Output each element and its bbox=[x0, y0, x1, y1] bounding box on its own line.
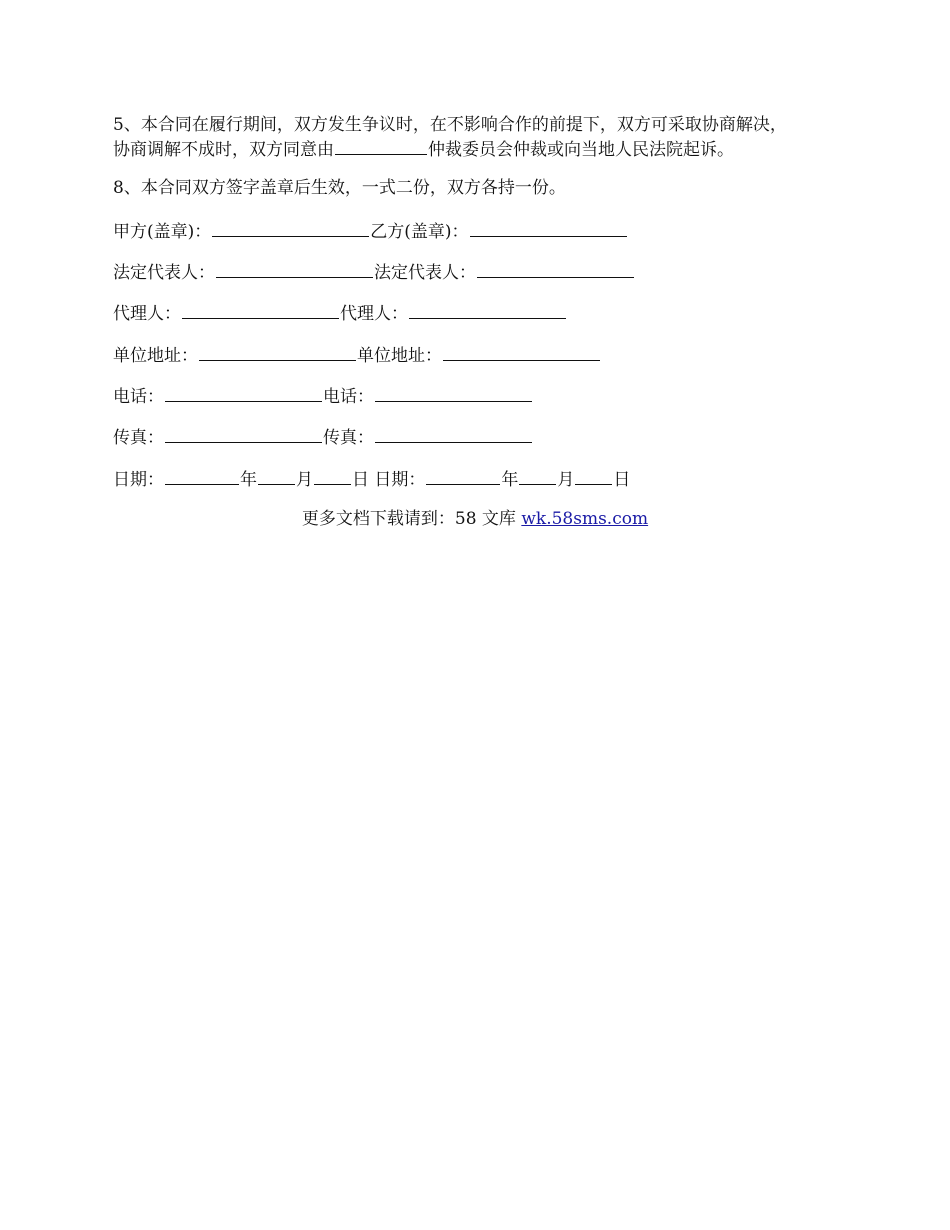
phone-a-label: 电话： bbox=[113, 387, 164, 407]
legal-rep-a-blank bbox=[216, 259, 373, 278]
date-b-label: 日期： bbox=[369, 470, 426, 490]
date-a-day-blank bbox=[314, 466, 351, 485]
legal-rep-b-blank bbox=[477, 259, 634, 278]
party-b-blank bbox=[470, 218, 627, 237]
agent-b-label: 代理人： bbox=[340, 304, 408, 324]
clause-5 bbox=[113, 114, 848, 161]
arbitration-commission-blank bbox=[335, 136, 427, 155]
date-b-month-blank bbox=[519, 466, 556, 485]
phone-b-label: 电话： bbox=[323, 387, 374, 407]
footer-text: 更多文档下载请到：58 文库 bbox=[301, 509, 522, 529]
phone-a-blank bbox=[165, 383, 322, 402]
date-b-day: 日 bbox=[613, 470, 631, 490]
clause-8: 8、本合同双方签字盖章后生效，一式二份，双方各持一份。 bbox=[113, 178, 566, 198]
party-a-blank bbox=[212, 218, 369, 237]
agent-b-blank bbox=[409, 300, 566, 319]
fax-b-label: 传真： bbox=[323, 428, 374, 448]
fax-a-label: 传真： bbox=[113, 428, 164, 448]
date-b-day-blank bbox=[575, 466, 612, 485]
address-row bbox=[113, 342, 848, 367]
date-a-year: 年 bbox=[240, 470, 257, 490]
clause-5-line-2-post: 仲裁委员会仲裁或向当地人民法院起诉。 bbox=[428, 140, 734, 160]
fax-row bbox=[113, 424, 848, 449]
date-a-month: 月 bbox=[296, 470, 313, 490]
address-b-blank bbox=[443, 342, 600, 361]
address-a-label: 单位地址： bbox=[113, 346, 198, 366]
address-b-label: 单位地址： bbox=[357, 346, 442, 366]
date-b-year: 年 bbox=[501, 470, 519, 490]
footer-link[interactable]: wk.58sms.com bbox=[521, 509, 649, 529]
agent-row bbox=[113, 300, 848, 325]
clause-5-line-2-pre: 协商调解不成时，双方同意由 bbox=[113, 140, 334, 160]
date-a-month-blank bbox=[258, 466, 295, 485]
party-a-label: 甲方(盖章)： bbox=[113, 222, 212, 242]
party-seal-row bbox=[113, 218, 848, 243]
party-b-label: 乙方(盖章)： bbox=[370, 222, 469, 242]
fax-a-blank bbox=[165, 424, 322, 443]
fax-b-blank bbox=[375, 424, 532, 443]
address-a-blank bbox=[199, 342, 356, 361]
phone-b-blank bbox=[375, 383, 532, 402]
date-b-year-blank bbox=[426, 466, 500, 485]
date-row bbox=[113, 466, 848, 491]
legal-rep-b-label: 法定代表人： bbox=[374, 263, 476, 283]
phone-row bbox=[113, 383, 848, 408]
agent-a-label: 代理人： bbox=[113, 304, 181, 324]
date-b-month: 月 bbox=[557, 470, 575, 490]
legal-rep-a-label: 法定代表人： bbox=[113, 263, 215, 283]
agent-a-blank bbox=[182, 300, 339, 319]
clause-5-line-2 bbox=[113, 136, 848, 161]
legal-rep-row bbox=[113, 259, 848, 284]
date-a-label: 日期： bbox=[113, 470, 164, 490]
date-a-year-blank bbox=[165, 466, 239, 485]
clause-5-line-1: 5、本合同在履行期间，双方发生争议时，在不影响合作的前提下，双方可采取协商解决， bbox=[113, 115, 787, 135]
footer bbox=[0, 508, 950, 530]
date-a-day: 日 bbox=[352, 470, 369, 490]
